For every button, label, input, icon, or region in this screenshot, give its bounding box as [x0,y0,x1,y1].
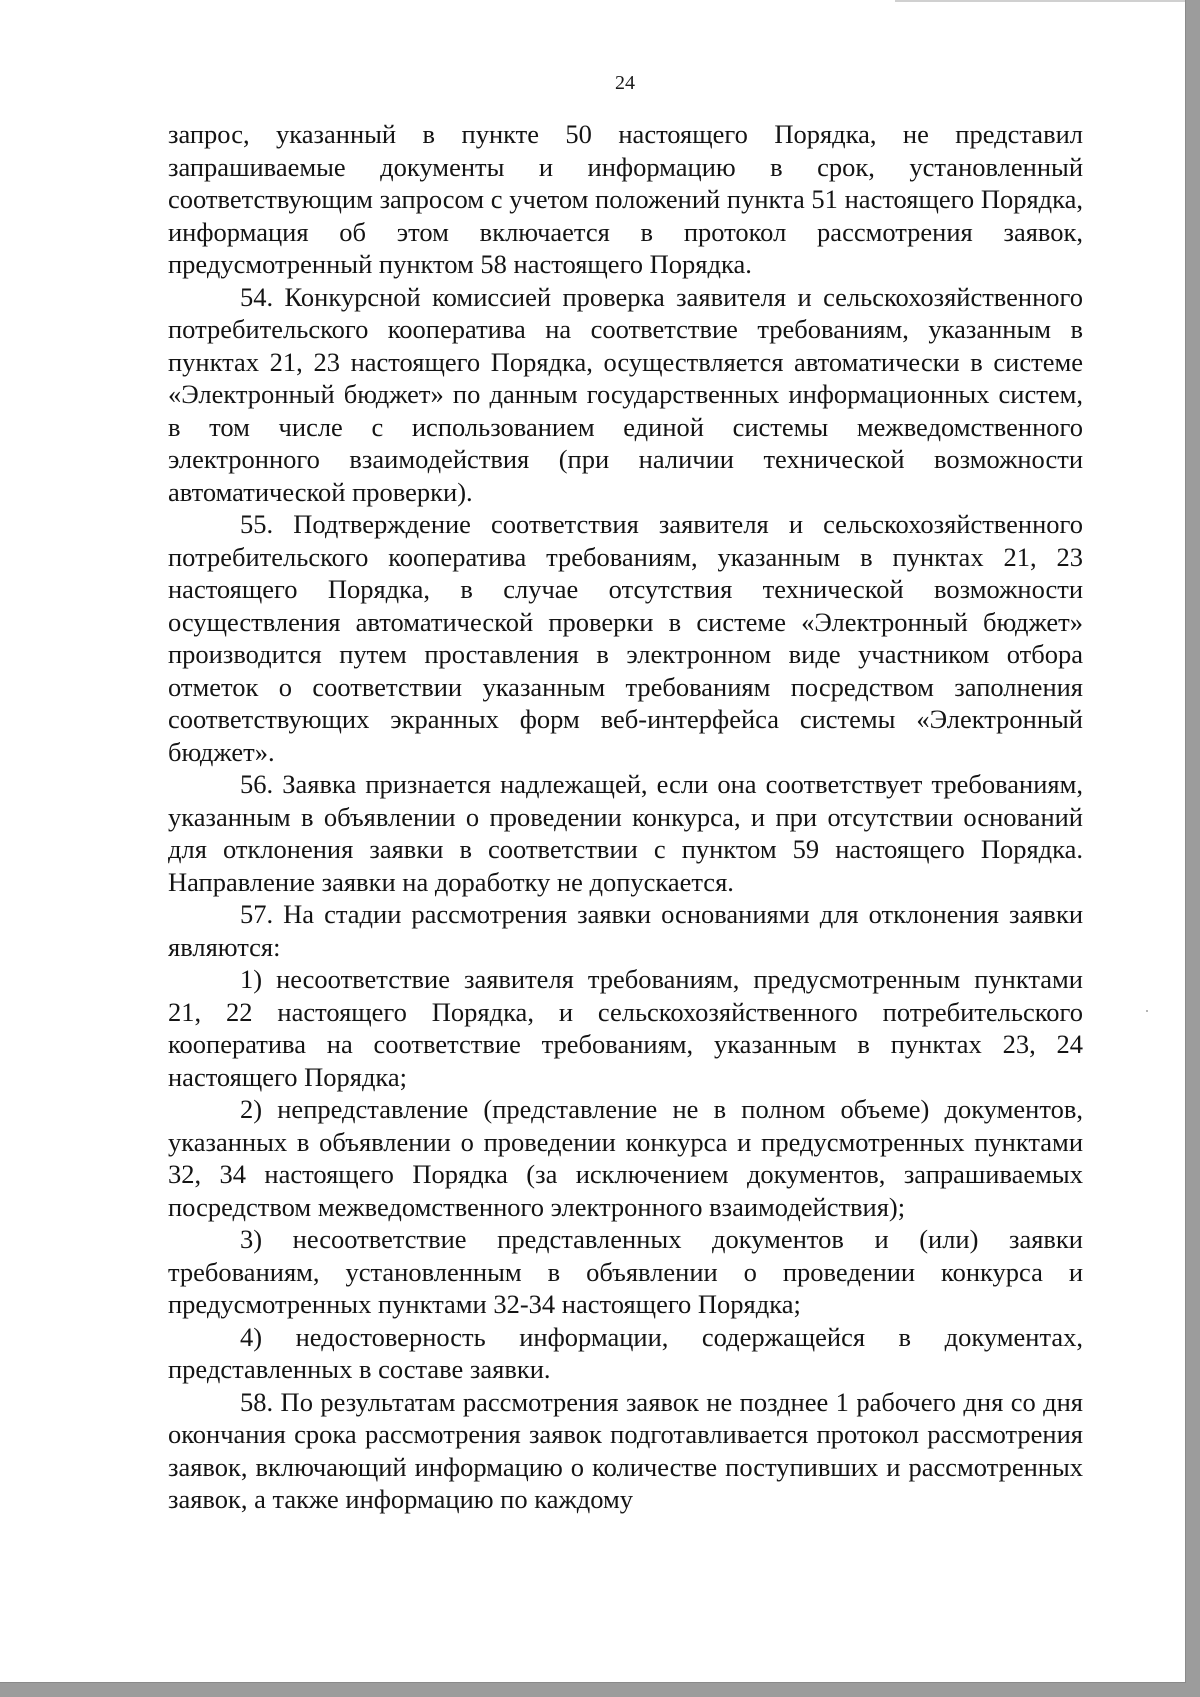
scan-edge-mark [895,0,1185,2]
paragraph-58: 58. По результатам рассмотрения заявок не позднее 1 рабочего дня со дня окончания срока рассмотрения заявок подготавливается протокол рассмотрения заявок, включающий информацию о количестве поступивших и рассмотренных заявок, а также информацию по каждому [168,1386,1083,1514]
page-number: 24 [615,72,635,94]
paragraph-54: 54. Конкурсной комиссией проверка заявителя и сельскохозяйственного потребительского кооператива на соответствие требованиям, указанным в пунктах 21, 23 настоящего Порядка, осуществляется автоматически в системе «Электронный бюджет» по данным государственных информационных систем, в том числе с использованием единой системы межведомственного электронного взаимодействия (при наличии технической возможности автоматической проверки). [168,281,1083,507]
list-item-1: 1) несоответствие заявителя требованиям, предусмотренным пунктами 21, 22 настоящего Порядка, и сельскохозяйственного потребительского кооператива на соответствие требованиям, указанным в пунктах 23, 24 настоящего Порядка; [168,964,1083,1092]
list-item-3: 3) несоответствие представленных документов и (или) заявки требованиям, установленным в объявлении о проведении конкурса и предусмотренных пунктами 32-34 настоящего Порядка; [168,1224,1083,1319]
paragraph-57: 57. На стадии рассмотрения заявки основаниями для отклонения заявки являются: [168,899,1083,962]
paragraph-continuation: запрос, указанный в пункте 50 настоящего Порядка, не представил запрашиваемые документы и информацию в срок, установленный соответствующим запросом с учетом положений пункта 51 настоящего Порядка, информация об этом включается в протокол рассмотрения заявок, предусмотренный пунктом 58 настоящего Порядка. [168,119,1083,279]
list-item-4: 4) недостоверность информации, содержащейся в документах, представленных в составе заявки. [168,1321,1083,1384]
scan-speck [1146,1010,1148,1012]
paragraph-56: 56. Заявка признается надлежащей, если она соответствует требованиям, указанным в объявлении о проведении конкурса, и при отсутствии оснований для отклонения заявки в соответствии с пунктом 59 настоящего Порядка. Направление заявки на доработку не допускается. [168,769,1083,897]
document-body [168,118,1083,1516]
paragraph-55: 55. Подтверждение соответствия заявителя и сельскохозяйственного потребительского кооператива требованиям, указанным в пунктах 21, 23 настоящего Порядка, в случае отсутствия технической возможности осуществления автоматической проверки в системе «Электронный бюджет» производится путем проставления в электронном виде участником отбора отметок о соответствии указанным требованиям посредством заполнения соответствующих экранных форм веб-интерфейса системы «Электронный бюджет». [168,509,1083,767]
list-item-2: 2) непредставление (представление не в полном объеме) документов, указанных в объявлении о проведении конкурса и предусмотренных пунктами 32, 34 настоящего Порядка (за исключением документов, запрашиваемых посредством межведомственного электронного взаимодействия); [168,1094,1083,1222]
